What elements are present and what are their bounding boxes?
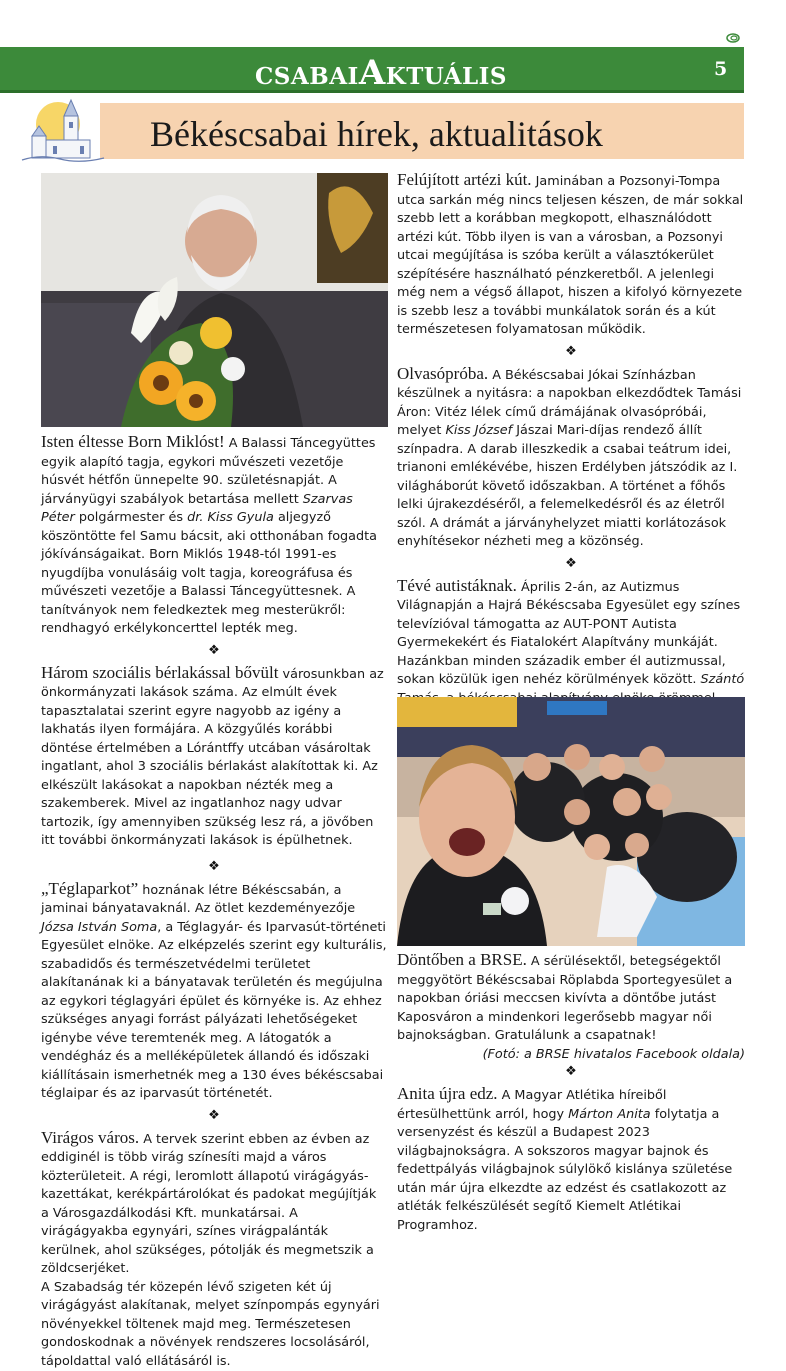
article-viragos-body (41, 1129, 387, 1279)
article-brse-text: A sérülésektől, betegségektől meggyötört Békéscsabai Röplabda Sportegyesület a napokban óriási meccsen kivívta a döntőbe jutást Kaposváron a mindenkori legerősebb magyar női bajnokságban. Gratulálunk a csapatnak! (397, 954, 732, 1043)
article-born-name: dr. Kiss Gyula (187, 510, 274, 525)
article-born (41, 433, 387, 639)
article-teglaparkot-body (41, 880, 387, 1104)
article-olvasoproba-headline: Olvasópróba. (397, 364, 488, 383)
article-viragos-text: A tervek szerint ebben az évben az eddiginél is több virág színesíti majd a város közterületeit. A régi, leromlott állapotú virágágyás-kazettákat, kerékpártárolókat és padokat megújítják a Városgazdálkodási Kft. munkatársai. A virágágyakba egynyári, színes virágpalánták kerülnek, ahol szükséges, pótolják és megmetszik a zöldcserjéket. (41, 1132, 376, 1277)
left-column (41, 433, 387, 1371)
article-olvasoproba-text: A Békéscsabai Jókai Színházban készülnek a nyitásra: a napokban elkezdődtek Tamási Áron: Vitéz lélek című drámájának olvasópróbái, melyet (397, 368, 741, 439)
article-anita-text: folytatja a versenyzést és készül a Budapest 2023 világbajnokságra. A sokszoros magyar bajnok és fedettpályás világbajnok súlylökő kislánya születése után már újra elkezdte az edzést és csatlakozott az atléták felkészülését segítő Kiemelt Atlétikai Programhoz. (397, 1107, 732, 1233)
article-viragos-body-2: A Szabadság tér közepén lévő szigeten két új virágágyást alakítanak, melyet színpompás egynyári növényekkel töltenek majd meg. Természetesen gondoskodnak a növények rendszeres locsolásáról, tápoldattal való ellátásáról is. (41, 1279, 387, 1371)
article-anita-headline: Anita újra edz. (397, 1084, 498, 1103)
article-anita-body (397, 1085, 745, 1235)
article-born-text: polgármester és (75, 510, 187, 525)
separator-icon: ❖ (397, 1064, 745, 1080)
article-viragos (41, 1129, 387, 1371)
article-teglaparkot-text: hoznának létre Békéscsabán, a jaminai bányatavaknál. Az ötlet kezdeményezője (41, 883, 355, 917)
article-born-text: aljegyző köszöntötte fel Samu bácsit, aki otthonában fogadta jókívánságaikat. Born Miklós 1948-tól 1991-es nyugdíjba vonulásáig volt tagja, koreográfusa és művészeti vezetője a Balassi Táncegyüttesnek. A tanítványok nem feledkeztek meg mesterükről: rendhagyó erkélykoncerttel lepték meg. (41, 510, 377, 636)
article-anita (397, 1085, 745, 1235)
article-brse-body (397, 951, 745, 1046)
separator-icon: ❖ (397, 556, 745, 572)
article-artezi-text: Jaminában a Pozsonyi-Tompa utca sarkán még nincs teljesen készen, de már sokkal szebb lett a korábban megkopott, elhasználódott artézi kút. Több ilyen is van a városban, a Pozsonyi utcai megújítása is szóba került a választókerület szépítésére használható pénzkeretből. A jelenlegi még nem a végső állapot, hiszen a kifolyó környezete is szebb lesz a további munkálatok során és a kút természetesen folyamatosan működik. (397, 174, 743, 337)
article-olvasoproba (397, 365, 745, 552)
separator-icon: ❖ (41, 1108, 387, 1124)
article-born-text: A Balassi Táncegyüttes egyik alapító tagja, egykori művészeti vezetője húsvét hétfőn ünnepelte 90. születésnapját. A járványügyi szabályok betartása mellett (41, 436, 375, 507)
page-title: Békéscsabai hírek, aktualitások (150, 113, 603, 155)
article-teglaparkot (41, 880, 387, 1104)
photo-born-miklos (41, 173, 388, 427)
article-artezi (397, 171, 745, 340)
article-viragos-headline: Virágos város. (41, 1128, 139, 1147)
article-born-body (41, 433, 387, 639)
article-olvasoproba-text: Jászai Mari-díjas rendező állít színpadra. A darab illeszkedik a csabai teátrum idei, trianoni emlékévébe, hiszen Erdélyben játszódik az I. világháborút követő időszakban. A történet a főhős lelki újrakezdéséről, a felemelkedésről és az életről szól. A drámát a járványhelyzet miatti korlátozások enyhítésekor nézheti meg a közönség. (397, 423, 737, 549)
masthead-part2: A (359, 53, 386, 93)
masthead-part3: KTUÁLIS (386, 63, 507, 90)
article-berlakas-text: városunkban az önkormányzati lakások száma. Az elmúlt évek tapasztalatai szerint egyre nagyobb az igény a lakhatás ilyen formájára. A közgyűlés korábbi döntése értelmében a Lórántffy utcában vásároltak ingatlant, ahol 3 szociális bérlakást alakítottak ki. Az elkészült lakásokat a napokban nézték meg a szakemberek. Mivel az ingatlanhoz nagy udvar tartozik, így amennyiben szükség lesz rá, a jövőben itt további önkormányzati lakások is épülhetnek. (41, 667, 384, 849)
article-anita-text: A Magyar Atlétika híreiből értesülhettünk arról, hogy (397, 1088, 666, 1122)
article-berlakas-headline: Három szociális bérlakással bővült (41, 663, 278, 682)
separator-icon: ❖ (397, 344, 745, 360)
swirl-icon (726, 33, 740, 43)
article-teglaparkot-text: , a Téglagyár- és Iparvasút-történeti Egyesület elnöke. Az elképzelés szerint egy kulturális, szabadidős és természetvédelmi területet alakítanának ki a bányatavak területén és megújulna az egykori téglagyári épület és környéke is. Az ehhez szükséges anyagi forrást pályázati lehetőségeket igénybe véve teremtenék meg. A látogatók a vendégház és a melléképületek állandó és időszaki kiállításain ismerhetnék meg a 130 éves békéscsabai téglaipar és az iparvasút történetét. (41, 920, 387, 1102)
article-olvasoproba-name: Kiss József (445, 423, 512, 438)
article-teglaparkot-name: Józsa István Soma (41, 920, 157, 935)
article-teve-text: Április 2-án, az Autizmus Világnapján a Hajrá Békéscsaba Egyesület egy színes televízióval támogatta az AUT-PONT Autista Gyermekekért és Fiatalokért Alapítvány munkáját. Hazánkban minden századik ember él autizmussal, sokan közülük igen nehéz körülmények között. (397, 580, 740, 688)
article-brse-headline: Döntőben a BRSE. (397, 950, 527, 969)
church-logo-icon (20, 96, 106, 166)
article-born-name: Szarvas Péter (41, 492, 353, 526)
separator-icon: ❖ (41, 859, 387, 875)
article-born-headline: Isten éltesse Born Miklóst! (41, 432, 225, 451)
article-olvasoproba-body (397, 365, 745, 552)
article-berlakas (41, 664, 387, 851)
article-anita-name: Márton Anita (568, 1107, 650, 1122)
article-brse (397, 951, 745, 1046)
article-artezi-headline: Felújított artézi kút. (397, 170, 532, 189)
masthead-part1: CSABAI (255, 63, 359, 90)
article-artezi-body (397, 171, 745, 340)
separator-icon: ❖ (41, 643, 387, 659)
article-teve-name: Szántó (397, 672, 744, 706)
photo-brse-team (397, 697, 745, 946)
article-teve-headline: Tévé autistáknak. (397, 576, 517, 595)
right-column-bottom (397, 951, 745, 1235)
page-number: 5 (714, 58, 727, 80)
masthead (255, 53, 507, 93)
photo-credit: (Fotó: a BRSE hivatalos Facebook oldala) (483, 1046, 745, 1065)
article-berlakas-body (41, 664, 387, 851)
article-teglaparkot-headline: „Téglaparkot” (41, 879, 138, 898)
